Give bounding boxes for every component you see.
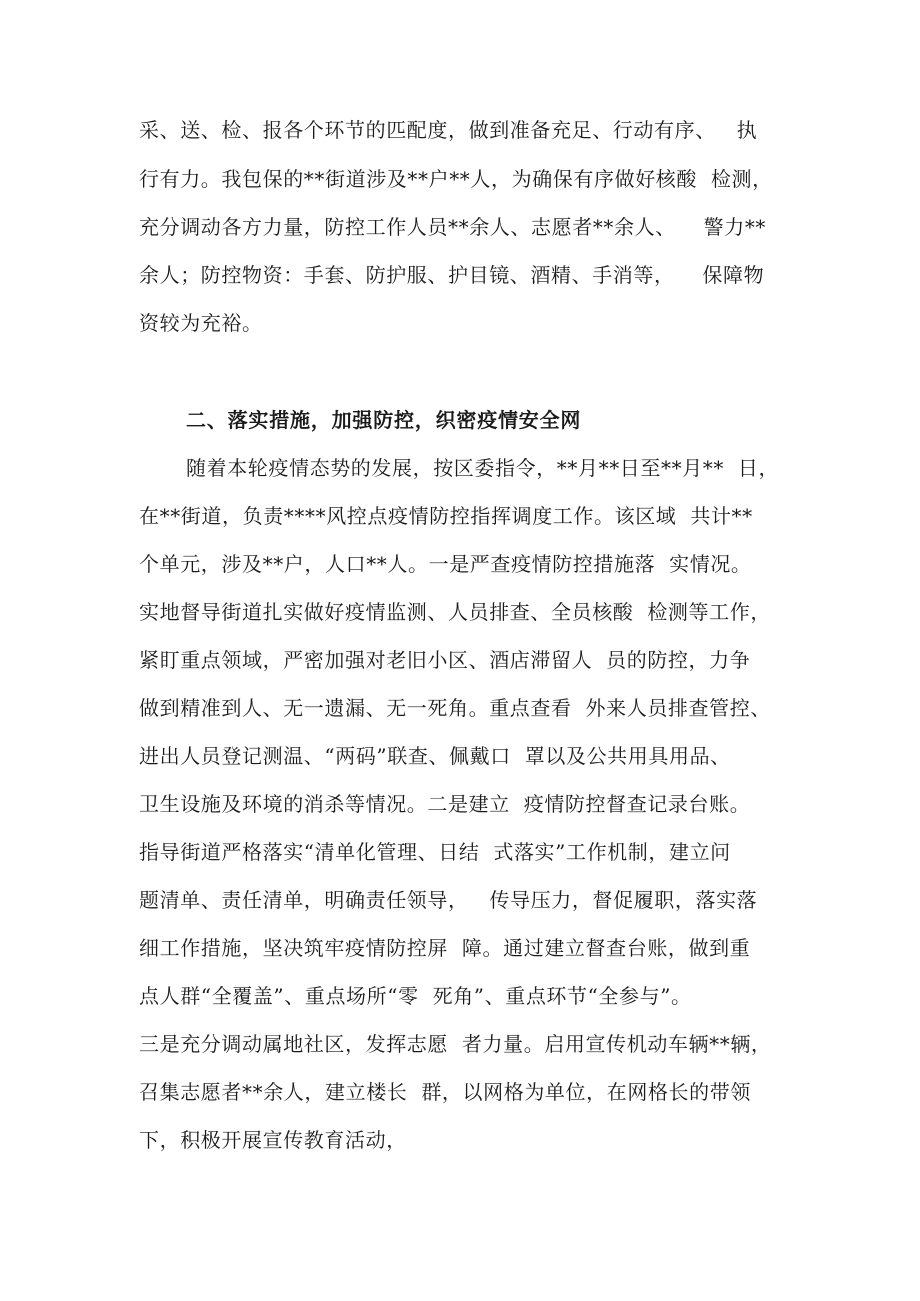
para2-line-12: 点人群“全覆盖”、重点场所“零 死角”、重点环节“全参与”。 [139,984,692,1008]
para2-line-3: 个单元，涉及**户，人口**人。一是严查疫情防控措施落 实情况。 [139,552,752,576]
para2-line-10: 题清单、责任清单，明确责任领导， 传导压力，督促履职，落实落 [139,888,758,912]
para2-line-14: 召集志愿者**余人，建立楼长 群，以网格为单位，在网格长的带领 [139,1080,751,1104]
para2-line-15: 下，积极开展宣传教育活动， [139,1128,407,1152]
section-heading: 二、落实措施，加强防控，织密疫情安全网 [186,408,582,432]
para1-line-4: 余人；防控物资：手套、防护服、护目镜、酒精、手消等， 保障物 [139,263,765,287]
para2-line-1: 随着本轮疫情态势的发展，按区委指令，**月**日至**月** 日， [186,456,780,480]
para2-line-2: 在**街道，负责****风控点疫情防控指挥调度工作。该区域 共计** [139,504,753,528]
para2-line-4: 实地督导街道扎实做好疫情监测、人员排查、全员核酸 检测等工作， [139,600,771,624]
para2-line-7: 进出人员登记测温、“两码”联查、佩戴口 罩以及公共用具用品、 [139,744,731,768]
para1-line-5: 资较为充裕。 [139,311,263,335]
para2-line-5: 紧盯重点领域，严密加强对老旧小区、酒店滞留人 员的防控，力争 [139,648,751,672]
para1-line-3: 充分调动各方力量，防控工作人员**余人、志愿者**余人、 警力** [139,215,767,239]
para2-line-8: 卫生设施及环境的消杀等情况。二是建立 疫情防控督查记录台账。 [139,792,751,816]
para2-line-6: 做到精准到人、无一遗漏、无一死角。重点查看 外来人员排查管控、 [139,696,771,720]
para2-line-13: 三是充分调动属地社区，发挥志愿 者力量。启用宣传机动车辆**辆， [139,1032,772,1056]
para1-line-1: 采、送、检、报各个环节的匹配度，做到准备充足、行动有序、 执 [139,118,758,142]
para2-line-9: 指导街道严格落实“清单化管理、日结 式落实”工作机制，建立问 [139,840,731,864]
para2-line-11: 细工作措施，坚决筑牢疫情防控屏 障。通过建立督查台账，做到重 [139,936,751,960]
para1-line-2: 行有力。我包保的**街道涉及**户**人，为确保有序做好核酸 检测， [139,167,773,191]
